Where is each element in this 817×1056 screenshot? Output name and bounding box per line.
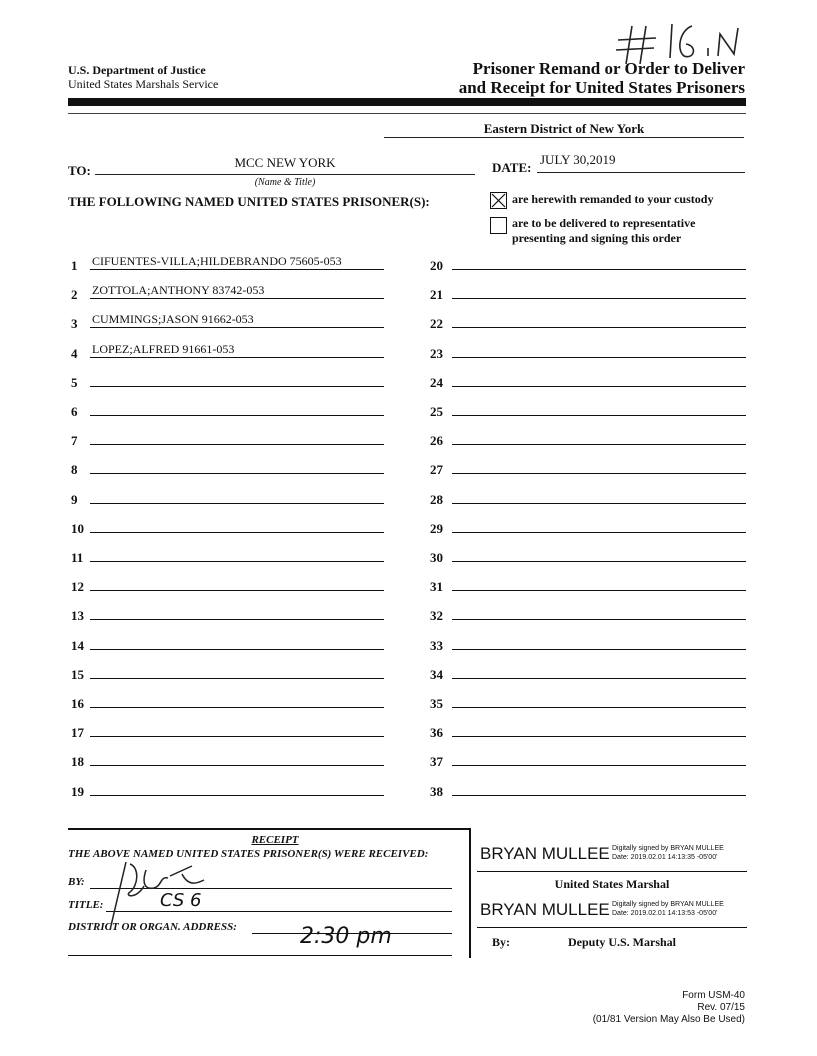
left-row-number: 1 xyxy=(71,258,78,273)
prisoner-heading: THE FOLLOWING NAMED UNITED STATES PRISONER(S): xyxy=(68,194,430,209)
receipt-statement: THE ABOVE NAMED UNITED STATES PRISONER(S) WERE RECEIVED: xyxy=(68,848,429,860)
right-row-underline xyxy=(452,386,746,387)
left-row-number: 7 xyxy=(71,433,78,449)
agency-name: U.S. Department of Justice xyxy=(68,63,206,77)
date-underline xyxy=(537,172,745,173)
form-title-line2: and Receipt for United States Prisoners xyxy=(458,78,745,97)
left-row-number: 17 xyxy=(71,725,84,741)
deputy-signature-line xyxy=(477,927,747,928)
left-row-underline xyxy=(90,386,384,387)
form-title-line1: Prisoner Remand or Order to Deliver xyxy=(472,59,745,78)
form-revision: Rev. 07/15 xyxy=(697,1002,745,1013)
title-label: TITLE: xyxy=(68,899,104,911)
right-row-underline xyxy=(452,649,746,650)
marshal-signature-name: BRYAN MULLEE xyxy=(480,844,610,863)
district-underline xyxy=(384,137,744,138)
address-label: DISTRICT OR ORGAN. ADDRESS: xyxy=(68,921,237,933)
left-row-underline xyxy=(90,561,384,562)
left-row-underline xyxy=(90,736,384,737)
deputy-signature-note-line1: Digitally signed by BRYAN MULLEE xyxy=(612,901,724,908)
form-number: Form USM-40 xyxy=(682,990,745,1001)
marshal-signature-note-line2: Date: 2019.02.01 14:13:35 -05'00' xyxy=(612,854,718,861)
deputy-role: Deputy U.S. Marshal xyxy=(568,935,677,949)
right-row-underline xyxy=(452,357,746,358)
left-row-underline xyxy=(90,619,384,620)
remanded-label: are herewith remanded to your custody xyxy=(512,192,714,206)
date-field[interactable]: JULY 30,2019 xyxy=(540,152,616,167)
left-row-underline xyxy=(90,590,384,591)
left-row-number: 18 xyxy=(71,754,84,770)
right-row-underline xyxy=(452,503,746,504)
deliver-checkbox[interactable] xyxy=(490,217,507,234)
date-label: DATE: xyxy=(492,160,532,175)
form-title xyxy=(459,59,745,97)
right-row-number: 22 xyxy=(430,316,443,332)
left-row-number: 6 xyxy=(71,404,78,419)
right-row-number: 21 xyxy=(430,287,443,303)
right-row-number: 27 xyxy=(430,462,443,478)
left-row-underline xyxy=(90,503,384,504)
title-handwritten: CS 6 xyxy=(160,890,202,911)
right-row-number: 25 xyxy=(430,404,443,419)
right-row-underline xyxy=(452,298,746,299)
left-row-number: 2 xyxy=(71,287,78,303)
left-row-number: 14 xyxy=(71,637,84,653)
left-row-number: 9 xyxy=(71,491,78,507)
deputy-signature-note xyxy=(612,900,724,918)
left-row-number: 5 xyxy=(71,374,78,390)
left-row-underline xyxy=(90,532,384,533)
marshal-signature-note xyxy=(612,844,724,862)
left-row-number: 8 xyxy=(71,462,78,478)
right-row-underline xyxy=(452,327,746,328)
left-row-underline xyxy=(90,795,384,796)
left-row-number: 12 xyxy=(71,579,84,595)
receipt-divider xyxy=(68,828,470,830)
right-row-underline xyxy=(452,619,746,620)
right-row-number: 26 xyxy=(430,433,443,449)
header-divider-thin xyxy=(68,113,746,114)
right-row-underline xyxy=(452,561,746,562)
right-row-number: 37 xyxy=(430,754,443,770)
deliver-label: are to be delivered to representative presenting and signing this order xyxy=(512,216,696,245)
left-row-underline xyxy=(90,415,384,416)
marshal-signature-note-line1: Digitally signed by BRYAN MULLEE xyxy=(612,845,724,852)
marshal-role: United States Marshal xyxy=(554,877,670,891)
right-row-underline xyxy=(452,795,746,796)
receipt-title: RECEIPT xyxy=(251,834,299,846)
to-label: TO: xyxy=(68,163,91,178)
by-label: BY: xyxy=(68,876,85,888)
left-row-underline xyxy=(90,707,384,708)
deputy-signature-note-line2: Date: 2019.02.01 14:13:53 -05'00' xyxy=(612,910,718,917)
right-row-underline xyxy=(452,707,746,708)
left-row-number: 11 xyxy=(71,550,84,565)
left-row-name[interactable]: CIFUENTES-VILLA;HILDEBRANDO 75605-053 xyxy=(92,254,342,268)
form-footer xyxy=(593,990,745,1026)
right-row-underline xyxy=(452,765,746,766)
form-version-note: (01/81 Version May Also Be Used) xyxy=(592,1014,745,1025)
district-field[interactable]: Eastern District of New York xyxy=(483,121,645,136)
left-row-number: 15 xyxy=(71,666,84,682)
right-row-number: 31 xyxy=(430,579,443,595)
address-underline-2[interactable] xyxy=(68,955,452,956)
deputy-signature-name: BRYAN MULLEE xyxy=(480,900,610,919)
left-row-name[interactable]: LOPEZ;ALFRED 91661-053 xyxy=(92,341,235,356)
right-row-underline xyxy=(452,736,746,737)
header-divider-thick xyxy=(68,98,746,106)
left-row-underline xyxy=(90,473,384,474)
left-row-underline xyxy=(90,357,384,358)
right-row-number: 34 xyxy=(430,666,443,682)
left-row-number: 10 xyxy=(71,520,84,536)
left-row-number: 13 xyxy=(71,608,84,624)
right-row-underline xyxy=(452,269,746,270)
receiver-signature-drawing xyxy=(96,856,236,936)
right-row-underline xyxy=(452,415,746,416)
right-row-number: 32 xyxy=(430,608,443,624)
deputy-by-label: By: xyxy=(492,935,510,949)
service-name: United States Marshals Service xyxy=(68,77,219,91)
marshal-signature-line xyxy=(477,871,747,872)
left-row-underline xyxy=(90,649,384,650)
left-row-underline xyxy=(90,327,384,328)
right-row-number: 33 xyxy=(430,637,443,653)
right-row-underline xyxy=(452,444,746,445)
right-row-number: 35 xyxy=(430,696,443,711)
left-row-number: 3 xyxy=(71,316,78,332)
right-row-underline xyxy=(452,532,746,533)
right-row-number: 23 xyxy=(430,345,443,361)
left-row-underline xyxy=(90,765,384,766)
right-row-number: 20 xyxy=(430,258,443,273)
time-handwritten: 2:30 pm xyxy=(300,924,392,949)
remanded-checkbox[interactable] xyxy=(490,192,507,209)
right-row-underline xyxy=(452,590,746,591)
receipt-vertical-divider xyxy=(469,828,471,958)
left-row-underline xyxy=(90,444,384,445)
to-underline xyxy=(95,174,475,175)
left-row-underline xyxy=(90,298,384,299)
left-row-name[interactable]: CUMMINGS;JASON 91662-053 xyxy=(92,312,254,327)
left-row-underline xyxy=(90,678,384,679)
to-field[interactable]: MCC NEW YORK xyxy=(234,155,336,170)
right-row-number: 28 xyxy=(430,491,443,507)
right-row-number: 36 xyxy=(430,725,443,741)
right-row-number: 29 xyxy=(430,520,443,536)
right-row-number: 38 xyxy=(430,783,443,799)
left-row-name[interactable]: ZOTTOLA;ANTHONY 83742-053 xyxy=(92,283,265,298)
left-row-number: 4 xyxy=(71,345,78,361)
right-row-number: 30 xyxy=(430,550,443,565)
left-row-number: 19 xyxy=(71,783,84,799)
right-row-number: 24 xyxy=(430,374,443,390)
checkbox-x-icon xyxy=(491,193,506,208)
to-hint: (Name & Title) xyxy=(254,177,316,188)
left-row-number: 16 xyxy=(71,696,84,711)
left-row-underline xyxy=(90,269,384,270)
right-row-underline xyxy=(452,473,746,474)
right-row-underline xyxy=(452,678,746,679)
